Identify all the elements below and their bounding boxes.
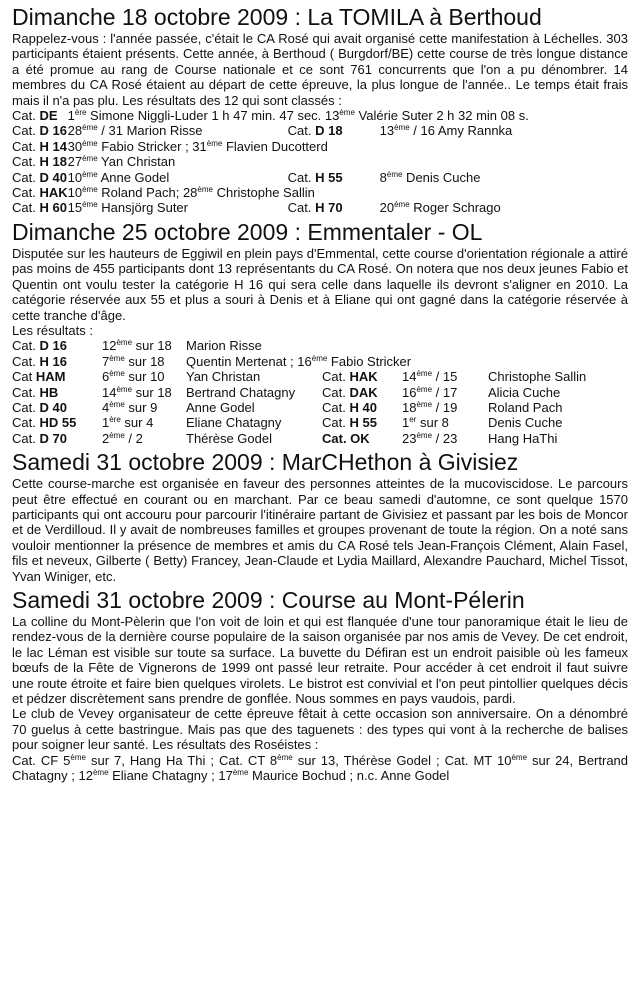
result-text: sur 7, Hang Ha Thi ; Cat. CT 8 (85, 752, 278, 768)
cat-prefix: Cat. (12, 353, 40, 369)
rank-suffix: ère (109, 415, 121, 425)
rank-suffix: ème (82, 123, 98, 133)
table-row (12, 431, 586, 446)
rank-suffix: ème (311, 353, 328, 363)
section-title: Dimanche 25 octobre 2009 : Emmentaler - OL (12, 218, 483, 245)
result-name: Flavien Ducotterd (222, 138, 328, 154)
table-row (12, 338, 586, 353)
rank: 8 (379, 169, 387, 185)
rank-suffix: ème (416, 384, 433, 394)
rank-suffix: ème (339, 108, 355, 118)
results-line (12, 753, 628, 784)
result-name: Christophe Sallin (212, 185, 315, 201)
category-code: DAK (349, 384, 378, 400)
result-text: Cat. CF 5 (12, 752, 71, 768)
table-row (12, 123, 529, 138)
category-code: H 16 (39, 353, 67, 369)
result-name: Hansjörg Suter (97, 200, 188, 216)
rank-suffix: ème (197, 185, 213, 195)
result-name: Bertrand Chatagny (186, 384, 296, 400)
rank-total: sur 8 (416, 415, 449, 431)
result-name: Simone Niggli-Luder 1 h 47 min. 47 sec. 13 (86, 108, 340, 124)
rank: 30 (67, 138, 83, 154)
rank-suffix: ème (416, 399, 433, 409)
rank-suffix: ème (82, 138, 98, 148)
section-emmentaler (12, 220, 628, 446)
rank-total: sur 9 (124, 399, 158, 415)
rank-total: sur 4 (120, 415, 154, 431)
cat-prefix: Cat. (12, 185, 40, 201)
result-name: Hang HaThi (488, 430, 558, 446)
rank-suffix: er (409, 415, 417, 425)
cat-prefix: Cat. (322, 384, 350, 400)
result-name: Valérie Suter 2 h 32 min 08 s. (354, 108, 529, 124)
section-intro: La colline du Mont-Pèlerin que l'on voit de loin et qui est flanquée d'une tour panoramique était le lieu de rendez-vous de la dernière course populaire de la saison organisée par nos amis de Vevey. De cet endroit, le lac Léman est visible sur toute sa surface. La buvette du Défiran est un endroit paisible où les fameux bœufs de la Fête de Vignerons de 1999 ont passé leur retraite. Pour accéder à cet endroit il faut suivre une route étroite et faire bien quelques virolets. Le bistrot est convivial et l'on peut pintollier quelques décis et pédzer discrètement sans prendre de gonflée. Nous sommes en pays vaudois, pardi. (12, 614, 628, 707)
section-intro: Cette course-marche est organisée en faveur des personnes atteintes de la mucoviscidose. Le parcours peut être effectué en courant ou en marchant. Par ce beau samedi d'automne, ce sont quelque 1570 participants qui ont accouru pour parcourir l'itinéraire partant de Givisiez et passant par les bois de Moncor et de Verdilloud. Il y avait de nombreuses familles et groupes provenant de toute la région. On a noté sans vouloir mentionner la présence de membres et amis du CA Rosé tels Jean-François Clément, Alain Fasel, fils et neveux, Gilberte ( Betty) Francey, Jean-Claude et Lydia Maillard, Alexandre Pauchard, Michel Tissot, Yvan Winiger, etc. (12, 476, 628, 584)
result-text: Maurice Bochud ; n.c. Anne Godel (248, 768, 450, 784)
rank-suffix: ème (386, 169, 403, 179)
result-name: Eliane Chatagny (186, 415, 282, 431)
rank-total: / 15 (432, 369, 458, 385)
section-tomila (12, 5, 628, 216)
category-code: D 40 (39, 169, 67, 185)
rank: 1 (402, 415, 410, 431)
rank: 13 (379, 123, 395, 139)
rank-suffix: ème (394, 200, 410, 210)
rank-suffix: ème (109, 399, 125, 409)
cat-prefix: Cat. (12, 200, 40, 216)
cat-prefix: Cat. (287, 169, 316, 185)
rank-suffix: ème (82, 200, 98, 210)
rank: 6 (102, 369, 110, 385)
rank: 4 (102, 399, 110, 415)
section-intro-2: Le club de Vevey organisateur de cette épreuve fêtait à cette occasion son anniversaire. On a dénombré 70 guelus à cette bastringue. Mais pas que des taguenets : des types qui vont à la recherche de balises pour soigner leur santé. Les résultats des Roséistes : (12, 706, 628, 753)
section-title: Dimanche 18 octobre 2009 : La TOMILA à Berthoud (12, 4, 542, 30)
rank: 18 (402, 399, 417, 415)
cat-prefix: Cat. (12, 415, 40, 431)
cat-prefix: Cat. (12, 384, 40, 400)
category-code: D 16 (39, 123, 67, 139)
category-code: HD 55 (39, 415, 77, 431)
rank: 10 (67, 169, 83, 185)
section-marchethon (12, 450, 628, 584)
rank: 1 (67, 108, 75, 124)
category-code: D 70 (39, 430, 67, 446)
rank: 23 (402, 430, 417, 446)
results-table (12, 108, 529, 216)
result-name: Alicia Cuche (488, 384, 561, 400)
rank: 14 (402, 369, 417, 385)
cat-prefix: Cat. (12, 430, 40, 446)
rank-suffix: ème (109, 369, 125, 379)
rank-suffix: ème (109, 430, 125, 440)
rank-suffix: ème (116, 384, 133, 394)
table-row (12, 385, 586, 400)
table-row (12, 139, 529, 154)
category-code: D 16 (39, 338, 67, 354)
rank: 15 (67, 200, 83, 216)
rank: 14 (102, 384, 117, 400)
rank-suffix: ème (116, 338, 133, 348)
rank: 20 (379, 200, 395, 216)
cat-prefix: Cat. (12, 399, 40, 415)
result-name: Yan Christan (186, 369, 261, 385)
result-name: Roland Pach (488, 399, 563, 415)
category-code: DE (39, 108, 58, 124)
rank: 7 (102, 353, 110, 369)
cat-prefix: Cat. (322, 369, 350, 385)
result-name: Christophe Sallin (488, 369, 587, 385)
table-row (12, 200, 529, 215)
results-label: Les résultats : (12, 322, 93, 338)
table-row (12, 108, 529, 123)
rank-suffix: ème (206, 138, 223, 148)
rank-total: sur 18 (124, 353, 165, 369)
table-row (12, 185, 529, 200)
rank-suffix: ème (416, 430, 433, 440)
rank-total: / 2 (124, 430, 143, 446)
table-row (12, 154, 529, 169)
rank-suffix: ème (82, 154, 98, 164)
section-title: Samedi 31 octobre 2009 : MarCHethon à Givisiez (12, 449, 519, 476)
rank: 2 (102, 430, 110, 446)
category-code: H 18 (39, 154, 67, 170)
cat-prefix: Cat. (322, 415, 350, 431)
rank-suffix: ème (277, 752, 293, 762)
category-code: H 70 (315, 200, 343, 216)
rank-total: / 19 (432, 399, 458, 415)
category-code: HAM (35, 369, 66, 385)
result-name: Anne Godel (97, 169, 170, 185)
section-mont-pelerin (12, 588, 628, 783)
results-table (12, 338, 586, 446)
rank-suffix: ème (232, 768, 249, 778)
table-row (12, 400, 586, 415)
cat-prefix: Cat. (322, 399, 350, 415)
result-name: / 31 Marion Risse (97, 123, 203, 139)
category-code: Cat. OK (322, 430, 370, 446)
cat-prefix: Cat. (12, 169, 40, 185)
rank-total: / 23 (432, 430, 458, 446)
result-name: Quentin Mertenat ; 16 (186, 353, 312, 369)
category-code: H 14 (39, 138, 67, 154)
result-name: Anne Godel (186, 399, 255, 415)
result-name: Yan Christan (97, 154, 176, 170)
rank-suffix: ème (394, 123, 410, 133)
table-row (12, 170, 529, 185)
category-code: D 18 (315, 123, 343, 139)
rank: 1 (102, 415, 110, 431)
rank-suffix: ème (511, 752, 528, 762)
result-name: / 16 Amy Rannka (409, 123, 513, 139)
cat-prefix: Cat. (12, 138, 40, 154)
table-row (12, 369, 586, 384)
result-name: Thérèse Godel (186, 430, 272, 446)
result-name: Marion Risse (186, 338, 262, 354)
result-text: sur 13, Thérèse Godel ; Cat. MT 10 (292, 752, 512, 768)
rank-suffix: ème (92, 768, 109, 778)
cat-prefix: Cat. (287, 123, 316, 139)
rank: 27 (67, 154, 83, 170)
result-name: Fabio Stricker ; 31 (97, 138, 207, 154)
rank-suffix: ère (74, 108, 87, 118)
rank-suffix: ème (82, 185, 98, 195)
rank-suffix: ème (70, 752, 86, 762)
result-text: Eliane Chatagny ; 17 (108, 768, 233, 784)
category-code: H 55 (349, 415, 377, 431)
category-code: H 40 (349, 399, 377, 415)
table-row (12, 354, 586, 369)
result-name: Denis Cuche (488, 415, 563, 431)
rank-total: / 17 (432, 384, 458, 400)
result-name: Denis Cuche (402, 169, 481, 185)
cat-prefix: Cat. (287, 200, 316, 216)
result-text: sur 24, Bertrand Chatagny ; 12 (12, 752, 629, 784)
rank-total: sur 18 (132, 384, 172, 400)
rank-suffix: ème (416, 369, 433, 379)
cat-prefix: Cat. (12, 123, 40, 139)
section-intro: Rappelez-vous : l'année passée, c'était le CA Rosé qui avait organisé cette manifestation à Léchelles. 303 participants étaient présents. Cette année, à Berthoud ( Burgdorf/BE) cette course de très longue distance a été promue au rang de Course nationale et ce sont 761 concurrents que l'on a pu dénombrer. 14 membres du CA Rosé étaient au départ de cette épreuve, la plus longue de l'année.. Le temps était frais mais il n'a pas plu. Les résultats des 12 qui sont classés : (12, 31, 628, 108)
category-code: H 55 (315, 169, 343, 185)
section-intro: Disputée sur les hauteurs de Eggiwil en plein pays d'Emmental, cette course d'orientation régionale a attiré pas moins de 455 participants dont 13 représentants du CA Rosé. On notera que nos deux jeunes Fabio et Quentin ont voulu tester la catégorie H 16 qui sera celle dans laquelle ils devront s'aligner en 2010. La catégorie réservée aux 55 et plus a souri à Denis et à Eliane qui ont gagné dans la catégorie réservée à cette tranche d'âge. (12, 245, 628, 323)
cat-prefix: Cat (12, 369, 36, 385)
result-name: Fabio Stricker (327, 353, 412, 369)
table-row (12, 415, 586, 430)
rank: 10 (67, 185, 83, 201)
rank-total: sur 10 (124, 369, 165, 385)
category-code: D 40 (39, 399, 67, 415)
category-code: H 60 (39, 200, 67, 216)
category-code: HB (39, 384, 59, 400)
category-code: HAK (349, 369, 378, 385)
cat-prefix: Cat. (12, 108, 40, 124)
rank: 12 (102, 338, 117, 354)
rank: 28 (67, 123, 83, 139)
rank-total: sur 18 (132, 338, 172, 354)
cat-prefix: Cat. (12, 338, 40, 354)
section-title: Samedi 31 octobre 2009 : Course au Mont-Pélerin (12, 587, 525, 613)
rank-suffix: ème (109, 353, 125, 363)
result-name: Roland Pach; 28 (97, 185, 198, 201)
cat-prefix: Cat. (12, 154, 40, 170)
category-code: HAK (39, 185, 68, 201)
rank: 16 (402, 384, 417, 400)
rank-suffix: ème (82, 169, 98, 179)
result-name: Roger Schrago (409, 200, 501, 216)
